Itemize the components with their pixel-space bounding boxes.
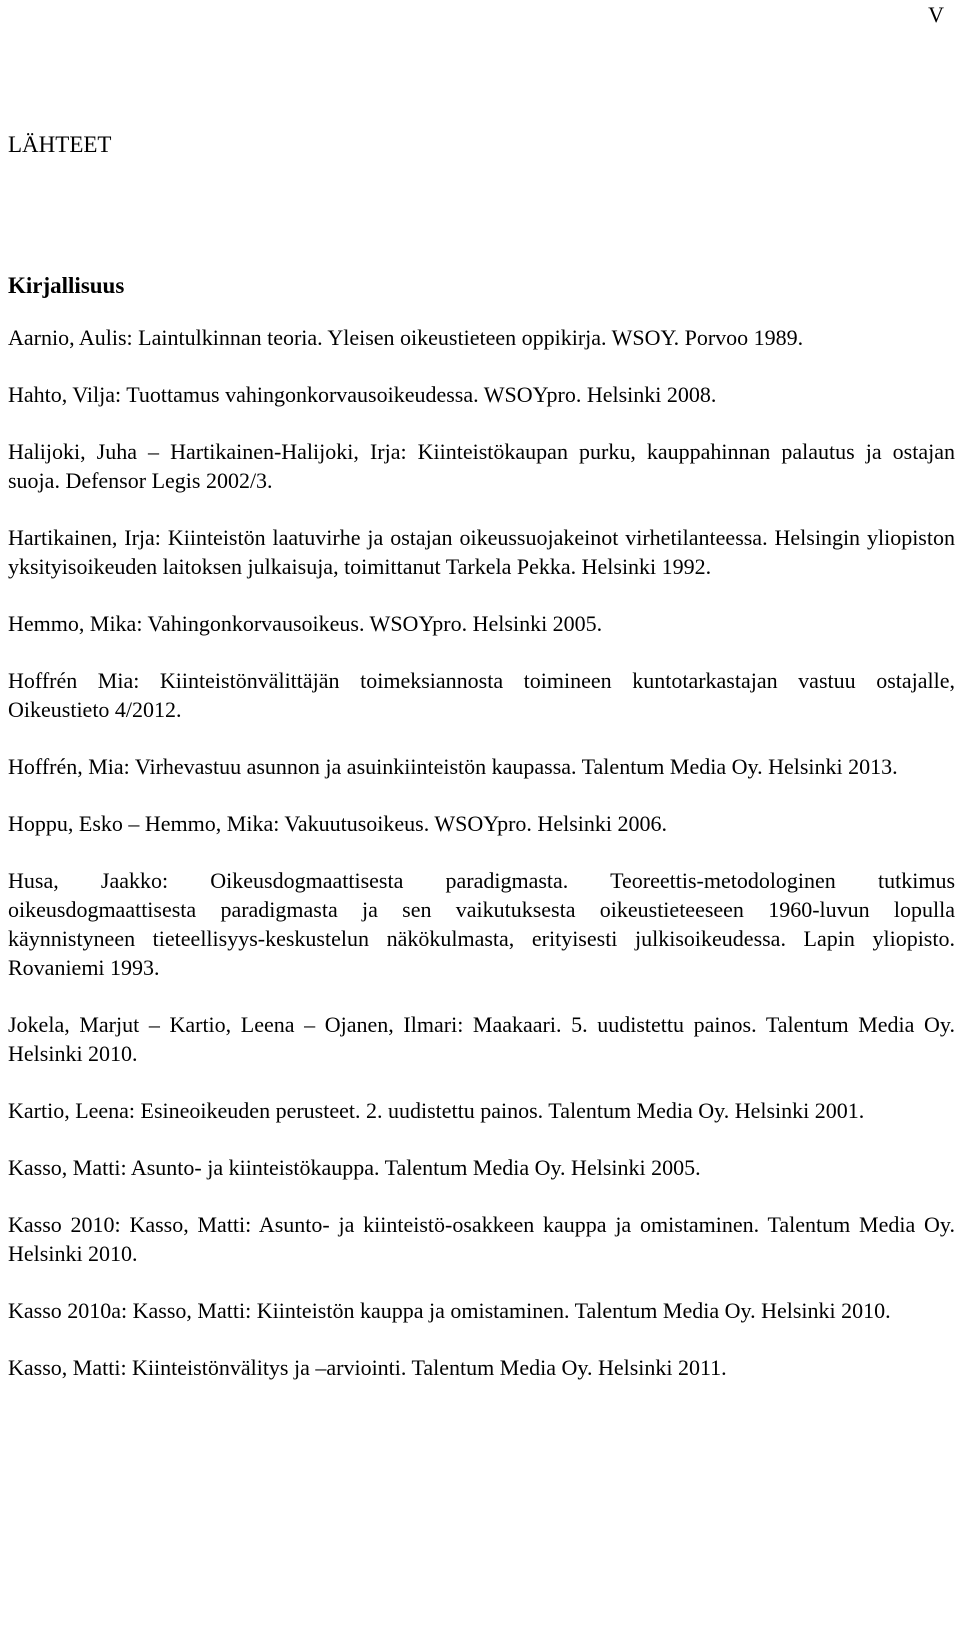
reference-item: Kasso, Matti: Kiinteistönvälitys ja –arviointi. Talentum Media Oy. Helsinki 2011.: [8, 1355, 727, 1380]
page-title: LÄHTEET: [8, 132, 112, 157]
reference-item: Kasso, Matti: Asunto- ja kiinteistökauppa. Talentum Media Oy. Helsinki 2005.: [8, 1155, 701, 1180]
reference-item: Hoffrén, Mia: Virhevastuu asunnon ja asuinkiinteistön kaupassa. Talentum Media Oy. Helsinki 2013.: [8, 754, 898, 779]
reference-item: Jokela, Marjut – Kartio, Leena – Ojanen, Ilmari: Maakaari. 5. uudistettu painos. Talentum Media Oy. Helsinki 2010.: [8, 1012, 955, 1066]
reference-list: [8, 323, 955, 1410]
section-heading: Kirjallisuus: [8, 273, 125, 298]
reference-item: Hoppu, Esko – Hemmo, Mika: Vakuutusoikeus. WSOYpro. Helsinki 2006.: [8, 811, 667, 836]
reference-item: Husa, Jaakko: Oikeusdogmaattisesta paradigmasta. Teoreettis-metodologinen tutkimus oikeusdogmaattisesta paradigmasta ja sen vaikutuksesta oikeustieteeseen 1960-luvun lopulla käynnistyneen tieteellisyys-keskustelun näkökulmasta, erityisesti julkisoikeudessa. Lapin yliopisto. Rovaniemi 1993.: [8, 868, 955, 980]
reference-item: Kasso 2010: Kasso, Matti: Asunto- ja kiinteistö-osakkeen kauppa ja omistaminen. Talentum Media Oy. Helsinki 2010.: [8, 1212, 955, 1266]
reference-item: Hoffrén Mia: Kiinteistönvälittäjän toimeksiannosta toimineen kuntotarkastajan vastuu ostajalle, Oikeustieto 4/2012.: [8, 668, 955, 722]
reference-item: Kartio, Leena: Esineoikeuden perusteet. 2. uudistettu painos. Talentum Media Oy. Helsinki 2001.: [8, 1098, 865, 1123]
page-number: V: [928, 2, 944, 27]
reference-item: Aarnio, Aulis: Laintulkinnan teoria. Yleisen oikeustieteen oppikirja. WSOY. Porvoo 1989.: [8, 325, 804, 350]
reference-item: Hahto, Vilja: Tuottamus vahingonkorvausoikeudessa. WSOYpro. Helsinki 2008.: [8, 382, 717, 407]
reference-item: Kasso 2010a: Kasso, Matti: Kiinteistön kauppa ja omistaminen. Talentum Media Oy. Helsinki 2010.: [8, 1298, 891, 1323]
reference-item: Halijoki, Juha – Hartikainen-Halijoki, Irja: Kiinteistökaupan purku, kauppahinnan palautus ja ostajan suoja. Defensor Legis 2002/3.: [8, 439, 955, 493]
reference-item: Hemmo, Mika: Vahingonkorvausoikeus. WSOYpro. Helsinki 2005.: [8, 611, 603, 636]
reference-item: Hartikainen, Irja: Kiinteistön laatuvirhe ja ostajan oikeussuojakeinot virhetilanteessa. Helsingin yliopiston yksityisoikeuden laitoksen julkaisuja, toimittanut Tarkela Pekka. Helsinki 1992.: [8, 525, 955, 579]
